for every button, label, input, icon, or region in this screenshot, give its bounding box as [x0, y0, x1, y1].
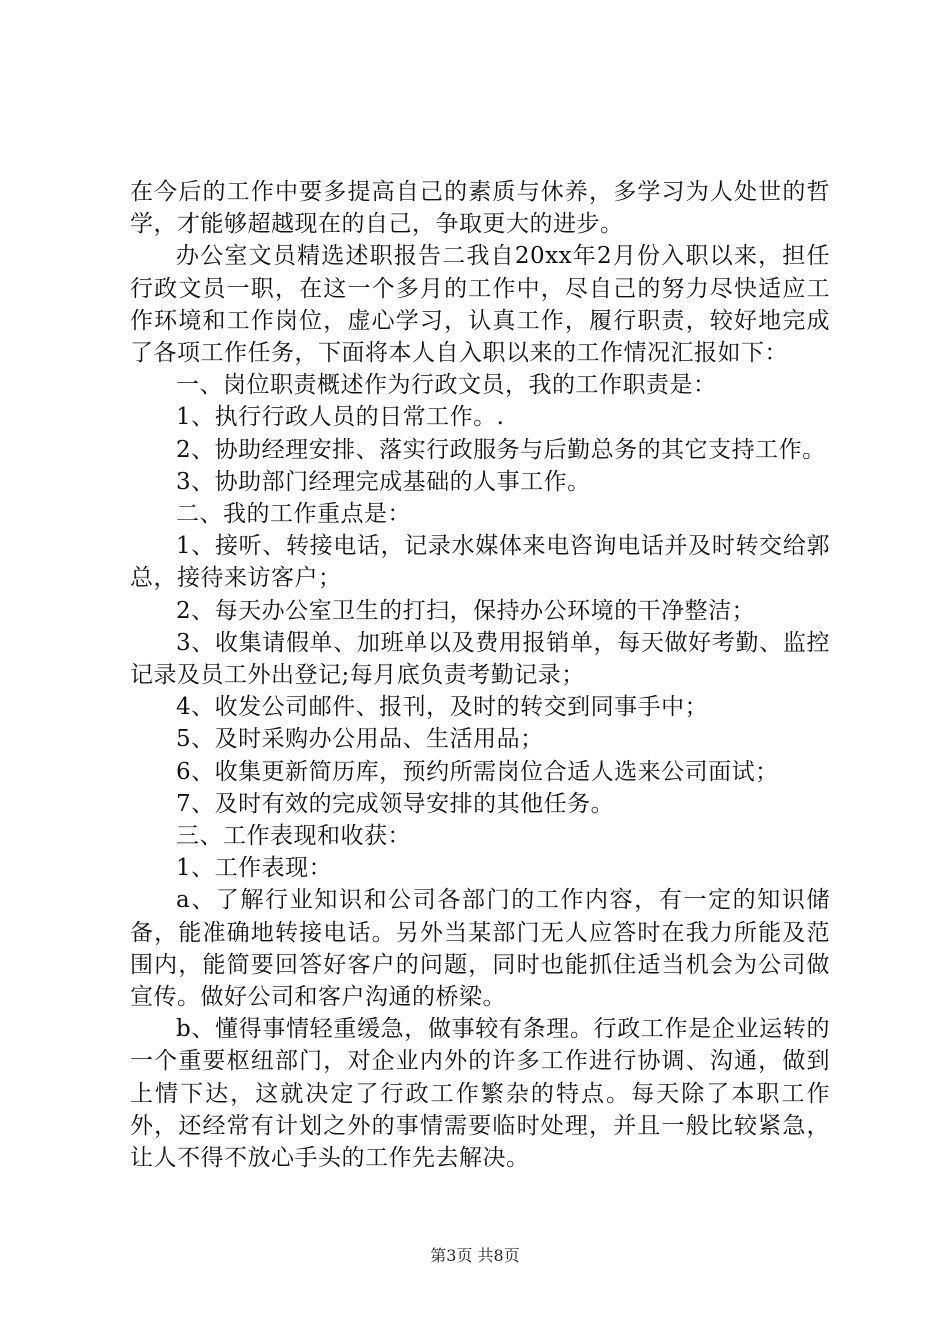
document-body — [130, 176, 830, 1174]
paragraph-17: b、懂得事情轻重缓急，做事较有条理。行政工作是企业运转的一个重要枢纽部门，对企业内外的许多工作进行协调、沟通，做到上情下达，这就决定了行政工作繁杂的特点。每天除了本职工作外，还经常有计划之外的事情需要临时处理，并且一般比较紧急，让人不得不放心手头的工作先去解决。 — [130, 1016, 830, 1172]
paragraph-10: 4、收发公司邮件、报刊，及时的转交到同事手中； — [176, 694, 709, 721]
paragraph-2: 一、岗位职责概述作为行政文员，我的工作职责是： — [176, 372, 717, 399]
page-number-footer: 第3页 共8页 — [430, 1246, 520, 1265]
paragraph-9: 3、收集请假单、加班单以及费用报销单，每天做好考勤、监控记录及员工外出登记;每月底负责考勤记录； — [130, 629, 830, 689]
paragraph-1: 办公室文员精选述职报告二我自20xx年2月份入职以来，担任行政文员一职，在这一个多月的工作中，尽自己的努力尽快适应工作环境和工作岗位，虚心学习，认真工作，履行职责，较好地完成了各项工作任务，下面将本人自入职以来的工作情况汇报如下： — [130, 243, 830, 367]
paragraph-4: 2、协助经理安排、落实行政服务与后勤总务的其它支持工作。 — [176, 436, 826, 463]
paragraph-8: 2、每天办公室卫生的打扫，保持办公环境的干净整洁； — [176, 597, 756, 624]
paragraph-11: 5、及时采购办公用品、生活用品； — [176, 726, 544, 753]
paragraph-14: 三、工作表现和收获： — [176, 823, 411, 850]
paragraph-15: 1、工作表现： — [176, 855, 333, 882]
paragraph-7: 1、接听、转接电话，记录水媒体来电咨询电话并及时转交给郭总，接待来访客户； — [130, 533, 830, 592]
paragraph-5: 3、协助部门经理完成基础的人事工作。 — [176, 468, 591, 495]
paragraph-3: 1、执行行政人员的日常工作。. — [176, 404, 505, 431]
paragraph-0: 在今后的工作中要多提高自己的素质与休养，多学习为人处世的哲学，才能够超越现在的自己，争取更大的进步。 — [130, 179, 830, 238]
paragraph-13: 7、及时有效的完成领导安排的其他任务。 — [176, 790, 615, 817]
paragraph-16: a、了解行业知识和公司各部门的工作内容，有一定的知识储备，能准确地转接电话。另外当某部门无人应答时在我力所能及范围内，能简要回答好客户的问题，同时也能抓住适当机会为公司做宣传。做好公司和客户沟通的桥梁。 — [130, 887, 830, 1011]
paragraph-12: 6、收集更新简历库，预约所需岗位合适人选来公司面试； — [176, 758, 779, 785]
paragraph-6: 二、我的工作重点是： — [176, 501, 411, 528]
